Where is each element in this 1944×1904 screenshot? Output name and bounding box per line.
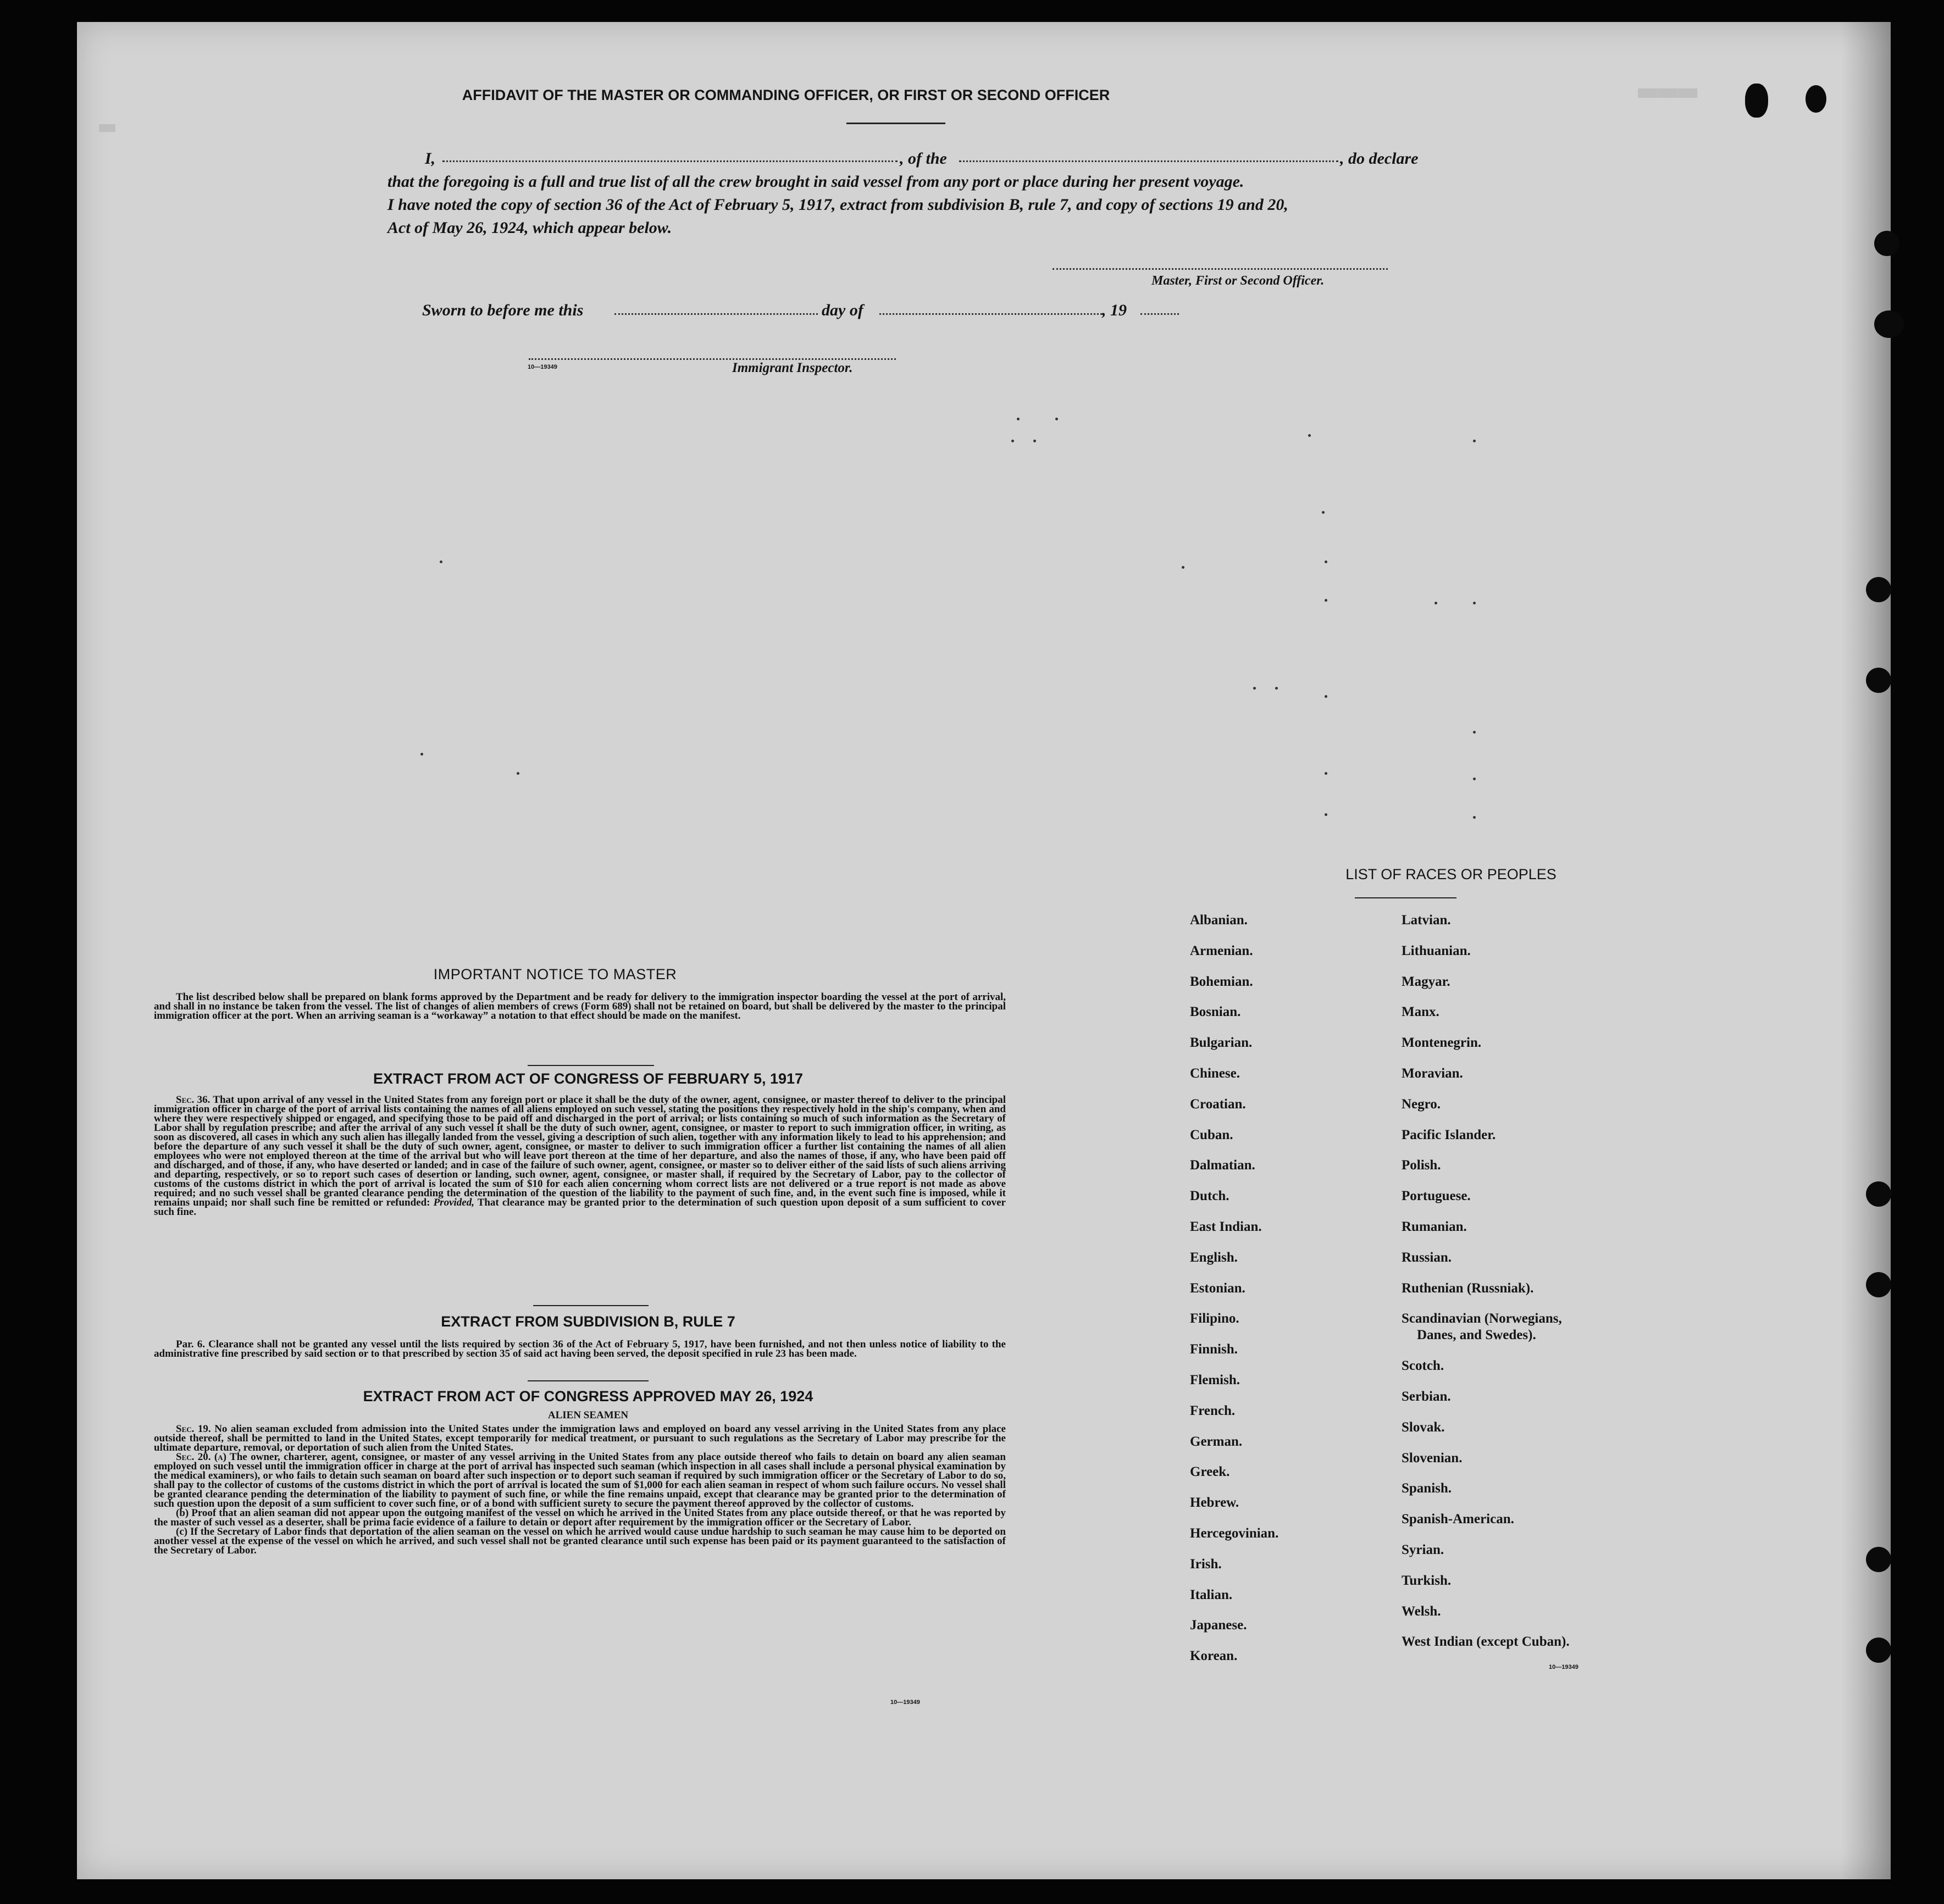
race-item: Turkish. (1402, 1573, 1452, 1588)
speck (1325, 599, 1327, 602)
race-item: Manx. (1402, 1004, 1439, 1020)
race-item: Russian. (1402, 1250, 1452, 1265)
race-item: Welsh. (1402, 1603, 1441, 1619)
punch-hole (1874, 310, 1904, 338)
affidavit-line-4: Act of May 26, 1924, which appear below. (387, 219, 672, 237)
speck (1325, 560, 1327, 563)
section-divider (528, 1065, 654, 1066)
race-item: Danes, and Swedes). (1417, 1328, 1536, 1343)
sec-20a-paragraph (154, 1452, 1006, 1508)
extract-rule7-text: Par. 6. Clearance shall not be granted any vessel until the lists required by section 36 of the Act of February 5, 1917, have been furnished, and not then unless notice of liability to the administrative fine prescribed by said section or to that prescribed by section 35 of said act having been served, the deposit specified in rule 23 has been made. (154, 1339, 1006, 1359)
speck (1055, 418, 1058, 420)
race-item: Slovenian. (1402, 1450, 1463, 1466)
speck (1325, 695, 1327, 698)
sec-20c-paragraph: (c) If the Secretary of Labor finds that deportation of the alien seaman on the vessel on which he arrived would cause undue hardship to such seaman he may cause him to be deported on another vessel at the expense of the vessel on which he arrived, and such vessel shall not be granted clearance until such expense has been paid or its payment guaranteed to the satisfaction of the Secretary of Labor. (154, 1526, 1006, 1556)
section-36-body: That upon arrival of any vessel in the United States from any foreign port or place it shall be the duty of the owner, agent, consignee, or master thereof to deliver to the principal immigration officer in charge of the port of arrival lists containing the names of all aliens employed on such vessel, stating the positions they respectively hold in the ship's company, when and where they were respectively shipped or engaged, and specifying those to be paid off and discharged in the port of arrival; or lists containing so much of such information as the Secretary of Labor shall by regulation prescribe; and after the arrival of any such vessel it shall be the duty of such owner, agent, consignee, or master to report to such immigration officer, in writing, as soon as discovered, all cases in which any such alien has illegally landed from the vessel, giving a description of such alien, together with any information likely to lead to his apprehension; and before the departure of any such vessel it shall be the duty of such owner, agent, consignee, or master to deliver to such immigration officer a further list containing the names of all alien employees who were not employed thereon at the time of the arrival but who will leave port thereon at the time of her departure, and also the names of those, if any, who have been paid off and discharged, and of those, if any, who have deserted or landed; and in case of the failure of such owner, agent, consignee, or master so to deliver either of the said lists of such aliens arriving and departing, respectively, or so to report such cases of desertion or landing, such owner, agent, consignee, or master shall, if required by the Secretary of Labor, pay to the collector of customs of the customs district in which the port of arrival is located the sum of $10 for each alien concerning whom correct lists are not delivered or a true report is not made as above required; and no such vessel shall be granted clearance pending the determination of the question of the liability to the payment of such fine, and, in the event such fine is imposed, while it remains unpaid; nor shall such fine be remitted or refunded: (154, 1094, 1006, 1208)
form-number: 10—19349 (890, 1699, 920, 1706)
section-label: Sec. 36. (176, 1094, 211, 1106)
punch-hole (1866, 1272, 1891, 1297)
punch-hole (1745, 84, 1768, 118)
race-item: French. (1190, 1403, 1236, 1418)
proviso-text: That clearance may be granted prior to the determination of such question upon deposit of a sum sufficient to cover such fine. (154, 1197, 1006, 1218)
section-label: Sec. 19. (176, 1423, 211, 1435)
page-edge-shadow (1841, 22, 1891, 1879)
speck (440, 560, 442, 563)
section-label: Sec. 20. (a) (176, 1451, 226, 1463)
race-item: Chinese. (1190, 1065, 1240, 1081)
race-item: Korean. (1190, 1648, 1238, 1664)
race-item: Pacific Islander. (1402, 1127, 1496, 1142)
alien-seamen-subtitle: ALIEN SEAMEN (547, 1409, 629, 1421)
extract-rule7-title: EXTRACT FROM SUBDIVISION B, RULE 7 (441, 1313, 735, 1330)
master-signature-field[interactable] (1053, 268, 1388, 270)
race-item: Irish. (1190, 1556, 1222, 1572)
speck (1182, 566, 1184, 569)
form-number: 10—19349 (528, 364, 557, 370)
affidavit-line-3: I have noted the copy of section 36 of the Act of February 5, 1917, extract from subdivision B, rule 7, and copy of sections 19 and 20, (387, 196, 1288, 214)
document-page (77, 22, 1891, 1879)
sworn-day-field[interactable] (614, 313, 818, 315)
race-item: Spanish-American. (1402, 1512, 1514, 1527)
races-title: LIST OF RACES OR PEOPLES (1345, 866, 1557, 882)
race-item: Latvian. (1402, 913, 1451, 928)
sec-20b-paragraph: (b) Proof that an alien seaman did not appear upon the outgoing manifest of the vessel on which he arrived in the United States from any place outside thereof, or that he was reported by the master of such vessel as a deserter, shall be prima facie evidence of a failure to detain or deport after requirement by the immigration officer or the Secretary of Labor. (154, 1507, 1006, 1528)
speck (420, 753, 423, 756)
vessel-name-field[interactable] (959, 160, 1338, 162)
speck (1322, 511, 1325, 514)
bleed-through-mark: ▬ (99, 110, 116, 142)
inspector-signature-field[interactable] (529, 358, 896, 360)
races-right-column (1402, 912, 1570, 1664)
affidavit-of-the: , of the (900, 149, 947, 168)
sworn-before-label: Sworn to before me this (422, 301, 584, 319)
speck (1473, 440, 1476, 442)
race-item: Filipino. (1190, 1311, 1239, 1326)
race-item: Dutch. (1190, 1189, 1229, 1204)
punch-hole (1866, 1637, 1891, 1663)
proviso-word: Provided, (433, 1197, 474, 1208)
section-divider (533, 1305, 649, 1306)
punch-hole (1866, 668, 1891, 693)
race-item: Montenegrin. (1402, 1035, 1482, 1051)
race-item: Serbian. (1402, 1389, 1451, 1404)
race-item: Hebrew. (1190, 1495, 1239, 1511)
extract-1917-text (154, 1095, 1006, 1217)
form-number: 10—19349 (1549, 1664, 1579, 1670)
affidavit-i: I, (425, 149, 436, 168)
race-item: Dalmatian. (1190, 1158, 1255, 1173)
extract-1917-title: EXTRACT FROM ACT OF CONGRESS OF FEBRUARY 5, 1917 (373, 1070, 804, 1087)
notice-text: The list described below shall be prepared on blank forms approved by the Department and be ready for delivery to the immigration inspector boarding the vessel at the port of arrival, and shall in no instance be taken from the vessel. The list of changes of alien members of crews (Form 689) shall not be retained on board, but shall be delivered by the master to the principal immigration officer at the port. When an arriving seaman is a “workaway” a notation to that effect should be made on the manifest. (154, 991, 1006, 1022)
title-underline (846, 123, 945, 124)
race-item: Flemish. (1190, 1372, 1240, 1387)
affidavit-title: AFFIDAVIT OF THE MASTER OR COMMANDING OFFICER, OR FIRST OR SECOND OFFICER (462, 87, 1110, 103)
officer-name-field[interactable] (442, 160, 898, 162)
race-item: Polish. (1402, 1158, 1441, 1173)
race-item: Hercegovinian. (1190, 1525, 1279, 1541)
speck (1325, 772, 1327, 775)
race-item: Finnish. (1190, 1342, 1238, 1357)
race-item: Moravian. (1402, 1065, 1463, 1081)
extract-1924-title: EXTRACT FROM ACT OF CONGRESS APPROVED MAY 26, 1924 (363, 1388, 813, 1405)
speck (1011, 440, 1014, 442)
race-item: Spanish. (1402, 1481, 1452, 1496)
race-item: Croatian. (1190, 1096, 1246, 1112)
race-item: Bosnian. (1190, 1004, 1241, 1020)
sec-19-body: No alien seaman excluded from admission into the United States under the immigration laws and employed on board any vessel arriving in the United States from any place outside thereof, shall be permitted to land in the United States, except temporarily for medical treatment, or pursuant to such regulations as the Secretary of Labor may prescribe for the ultimate departure, removal, or deportation of such alien from the United States. (154, 1423, 1006, 1453)
race-item: East Indian. (1190, 1219, 1262, 1234)
race-item: Japanese. (1190, 1618, 1247, 1633)
speck (517, 772, 519, 775)
notice-title: IMPORTANT NOTICE TO MASTER (433, 966, 677, 982)
race-item: Slovak. (1402, 1419, 1445, 1435)
speck (1253, 687, 1256, 690)
race-item: Lithuanian. (1402, 943, 1471, 958)
race-item: Albanian. (1190, 913, 1248, 928)
race-item: Ruthenian (Russniak). (1402, 1280, 1534, 1296)
races-left-column (1190, 912, 1278, 1679)
section-divider (528, 1380, 649, 1381)
race-item: Cuban. (1190, 1127, 1233, 1142)
race-item: Greek. (1190, 1464, 1230, 1480)
race-item: Magyar. (1402, 974, 1450, 989)
race-item: German. (1190, 1434, 1243, 1449)
speck (1017, 418, 1020, 420)
sworn-month-field[interactable] (879, 313, 1102, 315)
race-item: West Indian (except Cuban). (1402, 1634, 1570, 1650)
affidavit-line-2: that the foregoing is a full and true list of all the crew brought in said vessel from any port or place during her present voyage. (387, 173, 1244, 191)
punch-hole (1805, 85, 1826, 113)
speck (1308, 434, 1311, 437)
race-item: Bulgarian. (1190, 1035, 1253, 1051)
speck (1275, 687, 1278, 690)
master-signature-label: Master, First or Second Officer. (1151, 274, 1325, 288)
punch-hole (1866, 1547, 1891, 1572)
race-item: Scandinavian (Norwegians, (1402, 1311, 1562, 1326)
sec-20a-body: The owner, charterer, agent, consignee, or master of any vessel arriving in the United States from any place outside thereof who fails to detain on board any alien seaman employed on such vessel until the immigration officer in charge at the port of arrival has inspected such seaman (which inspection in all cases shall include a personal physical examination by the medical examiners), or who fails to detain such seaman on board after such inspection or to deport such seaman if required by such immigration officer or the Secretary of Labor to do so, shall pay to the collector of customs of the customs district in which the port of arrival is located the sum of $1,000 for each alien seaman in respect of whom such failure occurs. No vessel shall be granted clearance pending the determination of the liability to payment of such fine, or while the fine remains unpaid, except that clearance may be granted prior to the determination of such question upon the deposit of a sum sufficient to cover such fine, or of a bond with sufficient surety to secure the payment thereof approved by the collector of customs. (154, 1451, 1006, 1509)
day-of-label: day of (822, 301, 863, 319)
race-item: Negro. (1402, 1096, 1441, 1112)
race-item: Bohemian. (1190, 974, 1253, 989)
sec-19-paragraph (154, 1424, 1006, 1452)
speck (1473, 778, 1476, 780)
speck (1325, 813, 1327, 816)
race-item: Rumanian. (1402, 1219, 1467, 1234)
race-item: Syrian. (1402, 1542, 1444, 1557)
sworn-year-field[interactable] (1140, 313, 1179, 315)
speck (1473, 602, 1476, 604)
race-item: Italian. (1190, 1587, 1233, 1602)
inspector-label: Immigrant Inspector. (732, 360, 853, 375)
year-prefix-label: , 19 (1102, 301, 1127, 319)
extract-1924-text (154, 1424, 1006, 1555)
speck (1435, 602, 1437, 604)
affidavit-declare: , do declare (1340, 149, 1419, 168)
race-item: Estonian. (1190, 1280, 1245, 1296)
bleed-through-mark: ▬▬▬ (1638, 71, 1698, 110)
race-item: English. (1190, 1250, 1238, 1265)
race-item: Scotch. (1402, 1358, 1444, 1374)
speck (1473, 731, 1476, 734)
speck (1473, 816, 1476, 819)
speck (1033, 440, 1036, 442)
race-item: Portuguese. (1402, 1189, 1471, 1204)
races-title-underline (1355, 897, 1456, 898)
punch-hole (1874, 231, 1899, 256)
punch-hole (1866, 1181, 1891, 1207)
race-item: Armenian. (1190, 943, 1253, 958)
punch-hole (1866, 577, 1891, 602)
